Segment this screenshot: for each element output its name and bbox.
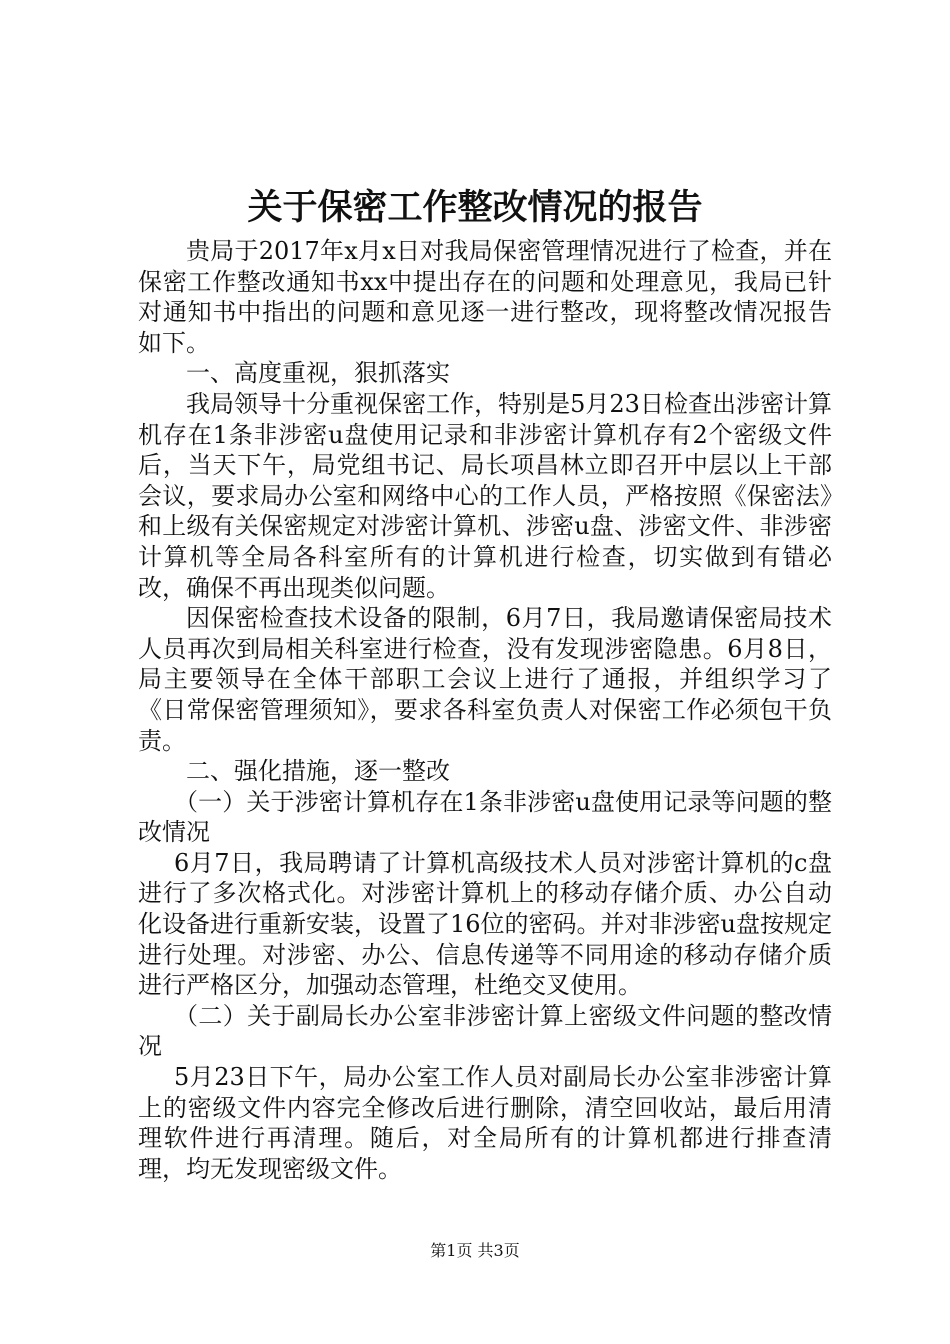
section-heading-1: 一、高度重视，狠抓落实 — [186, 359, 450, 388]
subsection-heading-2: （二）关于副局长办公室非涉密计算上密级文件问题的整改情况 — [138, 1001, 832, 1061]
section-heading-2: 二、强化措施，逐一整改 — [186, 757, 450, 786]
body-paragraph: 我局领导十分重视保密工作，特别是5月23日检查出涉密计算机存在1条非涉密u盘使用记录和非涉密计算机存有2个密级文件后，当天下午，局党组书记、局长项昌林立即召开中层以上干部会议，要求局办公室和网络中心的工作人员，严格按照《保密法》和上级有关保密规定对涉密计算机、涉密u盘、涉密文件、非涉密计算机等全局各科室所有的计算机进行检查，切实做到有错必改，确保不再出现类似问题。 — [138, 389, 832, 602]
body-paragraph: 因保密检查技术设备的限制，6月7日，我局邀请保密局技术人员再次到局相关科室进行检查，没有发现涉密隐患。6月8日，局主要领导在全体干部职工会议上进行了通报，并组织学习了《日常保密管理须知》，要求各科室负责人对保密工作必须包干负责。 — [138, 604, 832, 755]
subsection-heading-1: （一）关于涉密计算机存在1条非涉密u盘使用记录等问题的整改情况 — [138, 787, 832, 847]
intro-paragraph: 贵局于2017年x月x日对我局保密管理情况进行了检查，并在保密工作整改通知书xx中提出存在的问题和处理意见，我局已针对通知书中指出的问题和意见逐一进行整改，现将整改情况报告如下。 — [138, 237, 832, 357]
page-footer: 第1页 共3页 — [430, 1241, 520, 1260]
document-title: 关于保密工作整改情况的报告 — [247, 187, 703, 228]
body-paragraph: 5月23日下午，局办公室工作人员对副局长办公室非涉密计算上的密级文件内容完全修改后进行删除，清空回收站，最后用清理软件进行再清理。随后，对全局所有的计算机都进行排查清理，均无发现密级文件。 — [138, 1063, 832, 1183]
body-paragraph: 6月7日，我局聘请了计算机高级技术人员对涉密计算机的c盘进行了多次格式化。对涉密计算机上的移动存储介质、办公自动化设备进行重新安装，设置了16位的密码。并对非涉密u盘按规定进行处理。对涉密、办公、信息传递等不同用途的移动存储介质进行严格区分，加强动态管理，杜绝交叉使用。 — [138, 848, 832, 1000]
document-body — [138, 236, 832, 1184]
